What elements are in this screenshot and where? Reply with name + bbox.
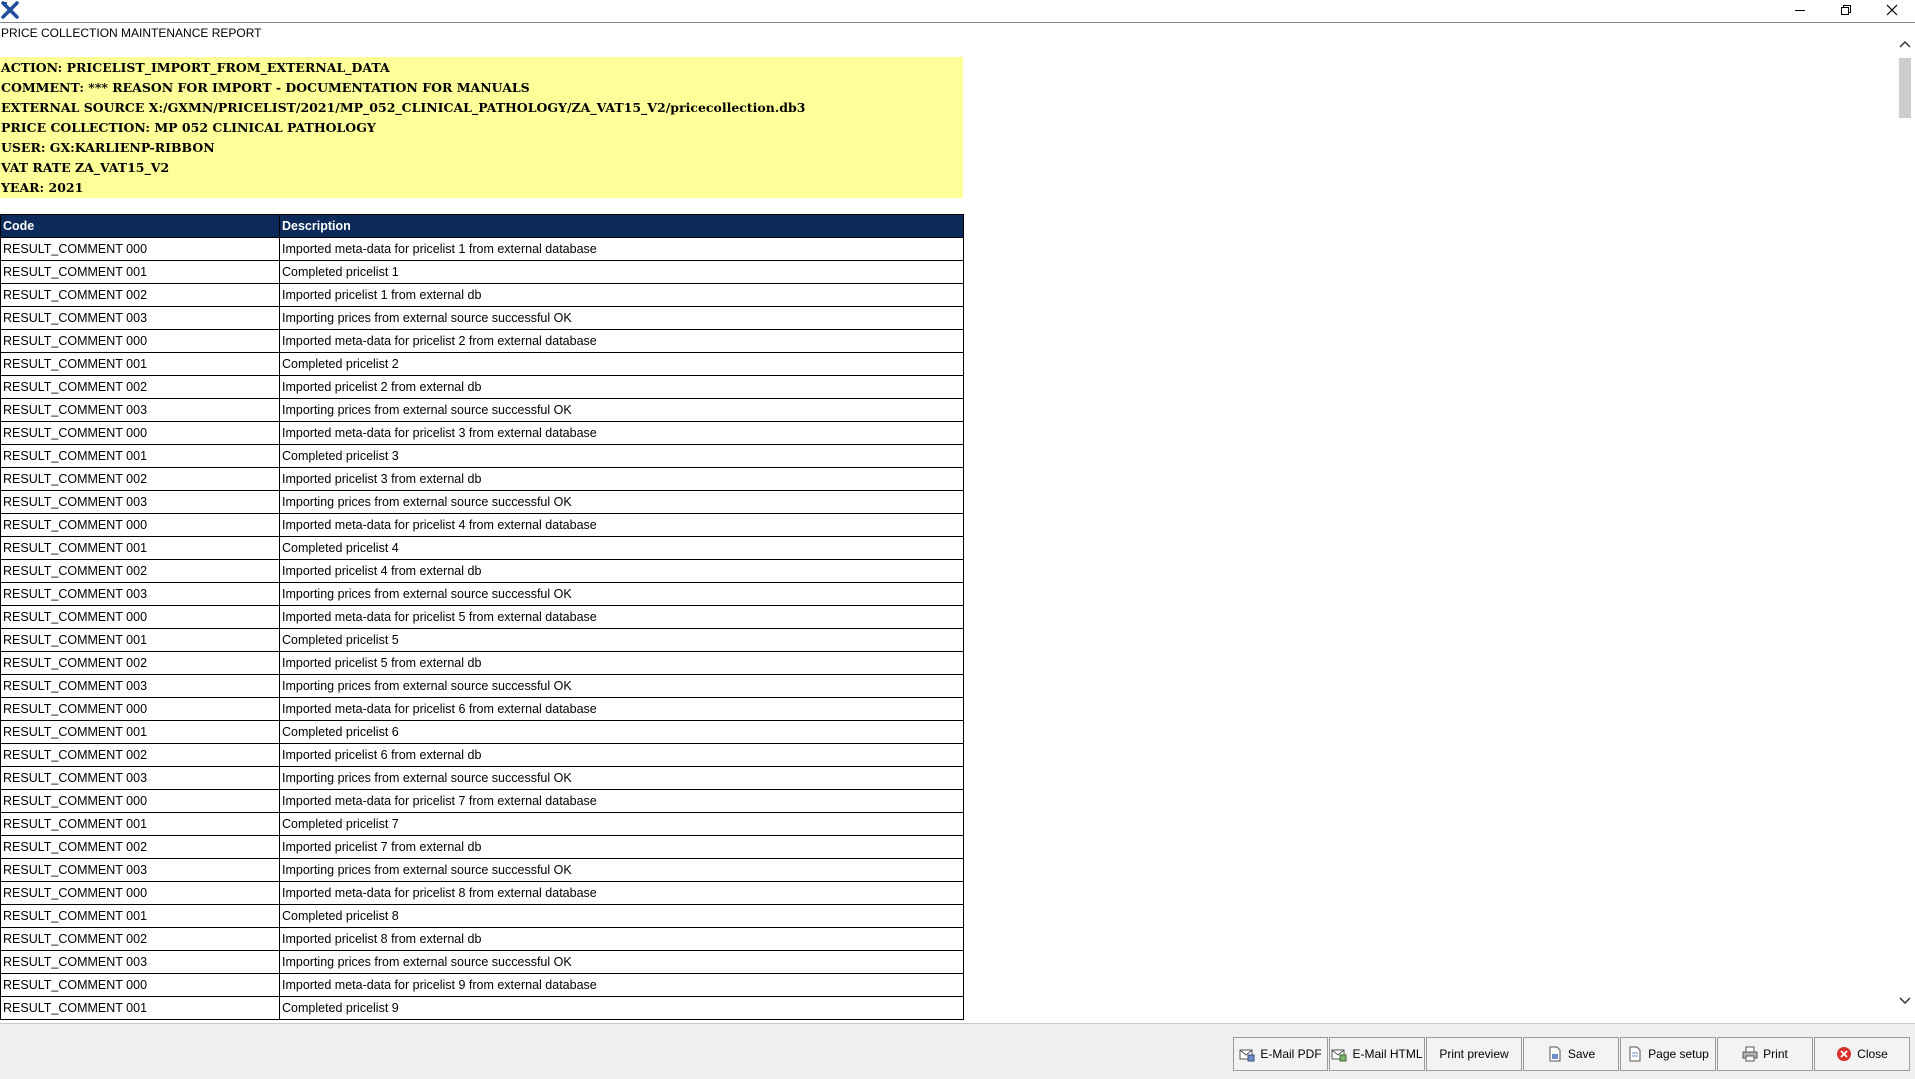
email-pdf-button[interactable] xyxy=(1233,1037,1328,1071)
print-preview-label: Print preview xyxy=(1439,1047,1509,1061)
cell-description: Imported pricelist 1 from external db xyxy=(280,284,964,307)
column-header-description: Description xyxy=(280,215,964,238)
table-row xyxy=(1,698,964,721)
close-window-button[interactable] xyxy=(1869,0,1915,20)
cell-code: RESULT_COMMENT 002 xyxy=(1,560,280,583)
app-x-icon xyxy=(1,1,19,19)
cell-description: Completed pricelist 1 xyxy=(280,261,964,284)
cell-description: Completed pricelist 8 xyxy=(280,905,964,928)
email-html-icon xyxy=(1331,1046,1347,1062)
table-row xyxy=(1,491,964,514)
cell-code: RESULT_COMMENT 002 xyxy=(1,928,280,951)
restore-button[interactable] xyxy=(1823,0,1869,20)
table-row xyxy=(1,928,964,951)
restore-icon xyxy=(1840,4,1852,16)
cell-description: Imported pricelist 6 from external db xyxy=(280,744,964,767)
chevron-up-icon xyxy=(1899,40,1911,48)
cell-code: RESULT_COMMENT 000 xyxy=(1,422,280,445)
close-circle-icon xyxy=(1836,1046,1852,1062)
table-row xyxy=(1,790,964,813)
table-row xyxy=(1,836,964,859)
cell-code: RESULT_COMMENT 002 xyxy=(1,652,280,675)
cell-code: RESULT_COMMENT 000 xyxy=(1,238,280,261)
info-year: YEAR: 2021 xyxy=(1,180,84,195)
cell-code: RESULT_COMMENT 003 xyxy=(1,307,280,330)
cell-code: RESULT_COMMENT 003 xyxy=(1,583,280,606)
save-button[interactable] xyxy=(1523,1037,1619,1071)
cell-code: RESULT_COMMENT 002 xyxy=(1,376,280,399)
table-row xyxy=(1,445,964,468)
table-row xyxy=(1,468,964,491)
cell-code: RESULT_COMMENT 000 xyxy=(1,330,280,353)
email-pdf-label: E-Mail PDF xyxy=(1260,1047,1322,1061)
cell-code: RESULT_COMMENT 003 xyxy=(1,399,280,422)
cell-description: Imported meta-data for pricelist 1 from external database xyxy=(280,238,964,261)
table-row xyxy=(1,859,964,882)
cell-code: RESULT_COMMENT 001 xyxy=(1,537,280,560)
cell-code: RESULT_COMMENT 001 xyxy=(1,905,280,928)
cell-description: Completed pricelist 9 xyxy=(280,997,964,1020)
report-info-panel xyxy=(0,57,963,198)
info-price-collection: PRICE COLLECTION: MP 052 CLINICAL PATHOLOGY xyxy=(1,120,376,135)
print-preview-button[interactable] xyxy=(1426,1037,1522,1071)
cell-code: RESULT_COMMENT 000 xyxy=(1,974,280,997)
email-html-label: E-Mail HTML xyxy=(1352,1047,1423,1061)
table-row xyxy=(1,652,964,675)
cell-description: Imported meta-data for pricelist 8 from external database xyxy=(280,882,964,905)
table-row xyxy=(1,330,964,353)
cell-code: RESULT_COMMENT 001 xyxy=(1,721,280,744)
cell-code: RESULT_COMMENT 002 xyxy=(1,744,280,767)
cell-description: Importing prices from external source successful OK xyxy=(280,951,964,974)
cell-description: Completed pricelist 3 xyxy=(280,445,964,468)
cell-description: Completed pricelist 2 xyxy=(280,353,964,376)
table-row xyxy=(1,675,964,698)
cell-code: RESULT_COMMENT 001 xyxy=(1,353,280,376)
print-label: Print xyxy=(1763,1047,1788,1061)
table-row xyxy=(1,261,964,284)
close-icon xyxy=(1886,4,1898,16)
info-vat-rate: VAT RATE ZA_VAT15_V2 xyxy=(1,160,170,175)
table-row xyxy=(1,767,964,790)
cell-description: Imported pricelist 3 from external db xyxy=(280,468,964,491)
bottom-toolbar xyxy=(0,1023,1915,1079)
cell-description: Imported meta-data for pricelist 6 from external database xyxy=(280,698,964,721)
cell-description: Importing prices from external source successful OK xyxy=(280,767,964,790)
cell-description: Importing prices from external source successful OK xyxy=(280,399,964,422)
minimize-button[interactable] xyxy=(1777,0,1823,20)
table-row xyxy=(1,813,964,836)
close-report-button[interactable] xyxy=(1814,1037,1910,1071)
table-row xyxy=(1,905,964,928)
table-row xyxy=(1,583,964,606)
cell-code: RESULT_COMMENT 000 xyxy=(1,514,280,537)
cell-description: Imported pricelist 8 from external db xyxy=(280,928,964,951)
table-header-row xyxy=(1,215,964,238)
cell-code: RESULT_COMMENT 003 xyxy=(1,675,280,698)
cell-code: RESULT_COMMENT 003 xyxy=(1,859,280,882)
cell-description: Imported pricelist 7 from external db xyxy=(280,836,964,859)
cell-code: RESULT_COMMENT 003 xyxy=(1,951,280,974)
cell-description: Importing prices from external source successful OK xyxy=(280,583,964,606)
email-pdf-icon xyxy=(1239,1046,1255,1062)
cell-description: Importing prices from external source successful OK xyxy=(280,675,964,698)
info-user: USER: GX:KARLIENP-RIBBON xyxy=(1,140,215,155)
cell-code: RESULT_COMMENT 001 xyxy=(1,997,280,1020)
column-header-code: Code xyxy=(1,215,280,238)
cell-description: Imported meta-data for pricelist 7 from external database xyxy=(280,790,964,813)
save-label: Save xyxy=(1567,1047,1596,1061)
table-row xyxy=(1,307,964,330)
cell-code: RESULT_COMMENT 001 xyxy=(1,445,280,468)
cell-description: Imported meta-data for pricelist 3 from external database xyxy=(280,422,964,445)
cell-description: Imported pricelist 5 from external db xyxy=(280,652,964,675)
table-row xyxy=(1,514,964,537)
scroll-up-button[interactable] xyxy=(1895,34,1915,54)
table-row xyxy=(1,744,964,767)
cell-description: Importing prices from external source successful OK xyxy=(280,491,964,514)
table-body xyxy=(1,238,964,1020)
cell-description: Importing prices from external source successful OK xyxy=(280,307,964,330)
cell-description: Imported meta-data for pricelist 5 from external database xyxy=(280,606,964,629)
printer-icon xyxy=(1742,1046,1758,1062)
info-external-source: EXTERNAL SOURCE X:/GXMN/PRICELIST/2021/MP_052_CLINICAL_PATHOLOGY/ZA_VAT15_V2/pricecollection.db3 xyxy=(1,100,806,115)
info-action: ACTION: PRICELIST_IMPORT_FROM_EXTERNAL_DATA xyxy=(1,60,390,75)
print-button[interactable] xyxy=(1717,1037,1813,1071)
cell-description: Completed pricelist 4 xyxy=(280,537,964,560)
chevron-down-icon xyxy=(1899,997,1911,1005)
table-row xyxy=(1,997,964,1020)
cell-code: RESULT_COMMENT 000 xyxy=(1,790,280,813)
table-row xyxy=(1,629,964,652)
cell-description: Imported pricelist 4 from external db xyxy=(280,560,964,583)
cell-code: RESULT_COMMENT 002 xyxy=(1,284,280,307)
cell-code: RESULT_COMMENT 003 xyxy=(1,491,280,514)
table-row xyxy=(1,951,964,974)
cell-description: Completed pricelist 7 xyxy=(280,813,964,836)
table-row xyxy=(1,606,964,629)
cell-description: Imported meta-data for pricelist 9 from external database xyxy=(280,974,964,997)
table-row xyxy=(1,537,964,560)
cell-code: RESULT_COMMENT 000 xyxy=(1,698,280,721)
table-row xyxy=(1,974,964,997)
scrollbar-thumb[interactable] xyxy=(1899,58,1911,118)
cell-code: RESULT_COMMENT 002 xyxy=(1,836,280,859)
table-row xyxy=(1,560,964,583)
table-row xyxy=(1,238,964,261)
cell-description: Imported meta-data for pricelist 2 from external database xyxy=(280,330,964,353)
cell-code: RESULT_COMMENT 001 xyxy=(1,261,280,284)
table-row xyxy=(1,376,964,399)
window-titlebar xyxy=(0,0,1915,23)
cell-description: Imported meta-data for pricelist 4 from external database xyxy=(280,514,964,537)
cell-description: Completed pricelist 5 xyxy=(280,629,964,652)
table-row xyxy=(1,422,964,445)
cell-description: Completed pricelist 6 xyxy=(280,721,964,744)
save-icon xyxy=(1547,1046,1563,1062)
page-setup-label: Page setup xyxy=(1648,1047,1709,1061)
table-row xyxy=(1,399,964,422)
email-html-button[interactable] xyxy=(1329,1037,1425,1071)
minimize-icon xyxy=(1794,4,1806,16)
cell-code: RESULT_COMMENT 000 xyxy=(1,606,280,629)
report-title: PRICE COLLECTION MAINTENANCE REPORT xyxy=(1,26,262,40)
page-setup-icon xyxy=(1627,1046,1643,1062)
vertical-scrollbar[interactable] xyxy=(1895,34,1915,1013)
cell-code: RESULT_COMMENT 002 xyxy=(1,468,280,491)
table-row xyxy=(1,353,964,376)
table-row xyxy=(1,721,964,744)
cell-description: Imported pricelist 2 from external db xyxy=(280,376,964,399)
close-label: Close xyxy=(1857,1047,1888,1061)
table-row xyxy=(1,882,964,905)
cell-code: RESULT_COMMENT 003 xyxy=(1,767,280,790)
cell-code: RESULT_COMMENT 000 xyxy=(1,882,280,905)
scroll-down-button[interactable] xyxy=(1895,991,1915,1011)
page-setup-button[interactable] xyxy=(1620,1037,1716,1071)
cell-description: Importing prices from external source successful OK xyxy=(280,859,964,882)
cell-code: RESULT_COMMENT 001 xyxy=(1,629,280,652)
table-row xyxy=(1,284,964,307)
cell-code: RESULT_COMMENT 001 xyxy=(1,813,280,836)
info-comment: COMMENT: *** REASON FOR IMPORT - DOCUMENTATION FOR MANUALS xyxy=(1,80,530,95)
results-table xyxy=(0,214,964,1020)
